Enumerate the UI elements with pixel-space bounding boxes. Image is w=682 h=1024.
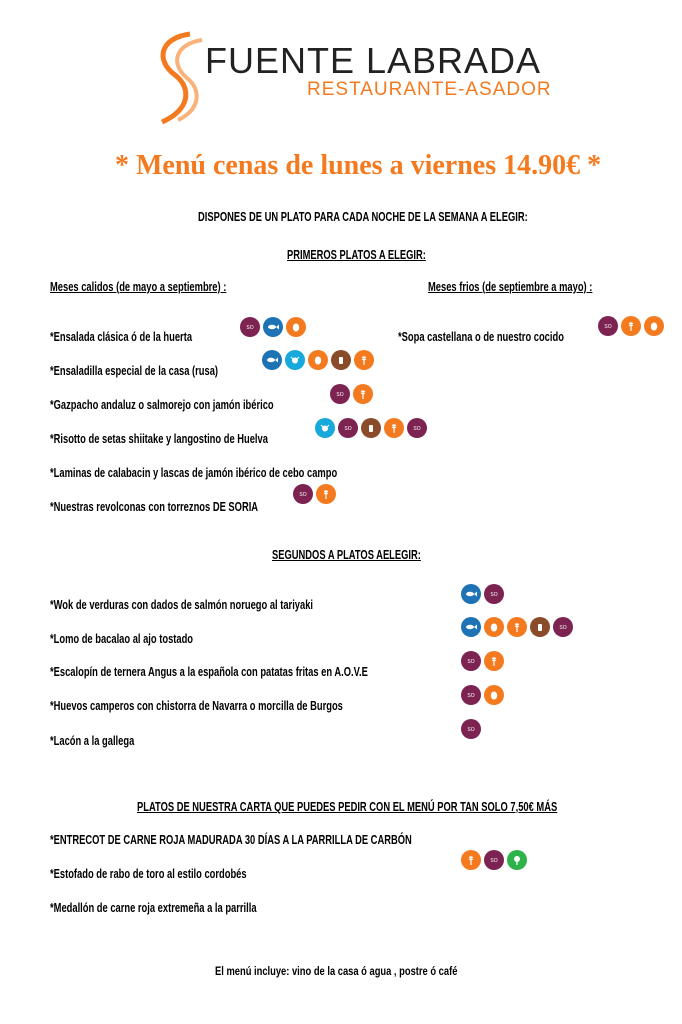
list-item: *ENTRECOT DE CARNE ROJA MADURADA 30 DÍAS A LA PARRILLA DE CARBÓN <box>50 832 412 847</box>
list-item: *Lomo de bacalao al ajo tostado <box>50 631 194 646</box>
gluten-icon <box>484 651 504 671</box>
allergen-icons <box>461 617 573 637</box>
list-item: *Escalopín de ternera Angus a la española con patatas fritas en A.O.V.E <box>50 664 368 679</box>
sulphites-icon <box>338 418 358 438</box>
egg-icon <box>286 317 306 337</box>
svg-text:SO: SO <box>336 392 344 398</box>
sulphites-icon <box>553 617 573 637</box>
brand-subtitle: RESTAURANTE-ASADOR <box>307 79 552 100</box>
milk-icon <box>331 350 351 370</box>
svg-text:SO: SO <box>299 492 307 498</box>
gluten-icon <box>507 617 527 637</box>
egg-icon <box>484 617 504 637</box>
svg-text:SO: SO <box>467 727 475 733</box>
egg-icon <box>308 350 328 370</box>
sulphites-icon <box>293 484 313 504</box>
logo-swirl-icon <box>150 30 210 125</box>
list-item: *Ensaladilla especial de la casa (rusa) <box>50 363 219 378</box>
list-item: *Huevos camperos con chistorra de Navarra o morcilla de Burgos <box>50 698 343 713</box>
svg-text:SO: SO <box>246 325 254 331</box>
milk-icon <box>530 617 550 637</box>
allergen-icons <box>598 316 664 336</box>
fish-icon <box>262 350 282 370</box>
fish-icon <box>461 617 481 637</box>
list-item: *Ensalada clásica ó de la huerta <box>50 329 193 344</box>
sulphites-icon <box>598 316 618 336</box>
fish-icon <box>461 584 481 604</box>
allergen-icons <box>461 719 481 739</box>
svg-text:SO: SO <box>467 693 475 699</box>
svg-text:SO: SO <box>490 858 498 864</box>
footer-note: El menú incluye: vino de la casa ó agua , postre ó café <box>215 964 458 978</box>
carta-heading: PLATOS DE NUESTRA CARTA QUE PUEDES PEDIR CON EL MENÚ POR TAN SOLO 7,50€ MÁS <box>137 799 558 814</box>
list-item: *Estofado de rabo de toro al estilo cordobés <box>50 866 247 881</box>
allergen-icons <box>330 384 373 404</box>
segundos-heading: SEGUNDOS A PLATOS AELEGIR: <box>272 547 421 562</box>
egg-icon <box>484 685 504 705</box>
list-item: *Risotto de setas shiitake y langostino de Huelva <box>50 431 268 446</box>
gluten-icon <box>621 316 641 336</box>
allergen-icons <box>315 418 427 438</box>
list-item: *Sopa castellana o de nuestro cocido <box>398 329 564 344</box>
primeros-heading: PRIMEROS PLATOS A ELEGIR: <box>287 247 426 262</box>
svg-text:SO: SO <box>490 592 498 598</box>
brand-name: FUENTE LABRADA <box>205 40 542 81</box>
gluten-icon <box>316 484 336 504</box>
svg-text:SO: SO <box>559 625 567 631</box>
calidos-heading: Meses calidos (de mayo a septiembre) : <box>50 279 227 294</box>
svg-text:SO: SO <box>344 426 352 432</box>
fish-icon <box>263 317 283 337</box>
list-item: *Laminas de calabacin y lascas de jamón ibérico de cebo campo <box>50 465 338 480</box>
list-item: *Nuestras revolconas con torreznos DE SORIA <box>50 499 259 514</box>
gluten-icon <box>461 850 481 870</box>
allergen-icons <box>461 584 504 604</box>
sulphites-icon <box>484 584 504 604</box>
menu-title: * Menú cenas de lunes a viernes 14.90€ * <box>115 150 602 181</box>
gluten-icon <box>354 350 374 370</box>
allergen-icons <box>240 317 306 337</box>
allergen-icons <box>461 685 504 705</box>
svg-text:SO: SO <box>467 659 475 665</box>
crustacean-icon <box>285 350 305 370</box>
allergen-icons <box>262 350 374 370</box>
allergen-icons <box>461 651 504 671</box>
crustacean-icon <box>315 418 335 438</box>
soy-icon <box>507 850 527 870</box>
sulphites-icon <box>240 317 260 337</box>
list-item: *Wok de verduras con dados de salmón noruego al tariyaki <box>50 597 314 612</box>
svg-text:SO: SO <box>604 324 612 330</box>
allergen-icons <box>461 850 527 870</box>
gluten-icon <box>353 384 373 404</box>
sulphites-icon <box>484 850 504 870</box>
sulphites-icon <box>407 418 427 438</box>
allergen-icons <box>293 484 336 504</box>
sulphites-icon <box>461 719 481 739</box>
milk-icon <box>361 418 381 438</box>
list-item: *Gazpacho andaluz o salmorejo con jamón ibérico <box>50 397 274 412</box>
list-item: *Medallón de carne roja extremeña a la parrilla <box>50 900 257 915</box>
gluten-icon <box>384 418 404 438</box>
sulphites-icon <box>461 685 481 705</box>
svg-text:SO: SO <box>413 426 421 432</box>
list-item: *Lacón a la gallega <box>50 733 135 748</box>
sulphites-icon <box>461 651 481 671</box>
sulphites-icon <box>330 384 350 404</box>
egg-icon <box>644 316 664 336</box>
menu-subtitle: DISPONES DE UN PLATO PARA CADA NOCHE DE LA SEMANA A ELEGIR: <box>198 209 528 224</box>
frios-heading: Meses frios (de septiembre a mayo) : <box>428 279 593 294</box>
